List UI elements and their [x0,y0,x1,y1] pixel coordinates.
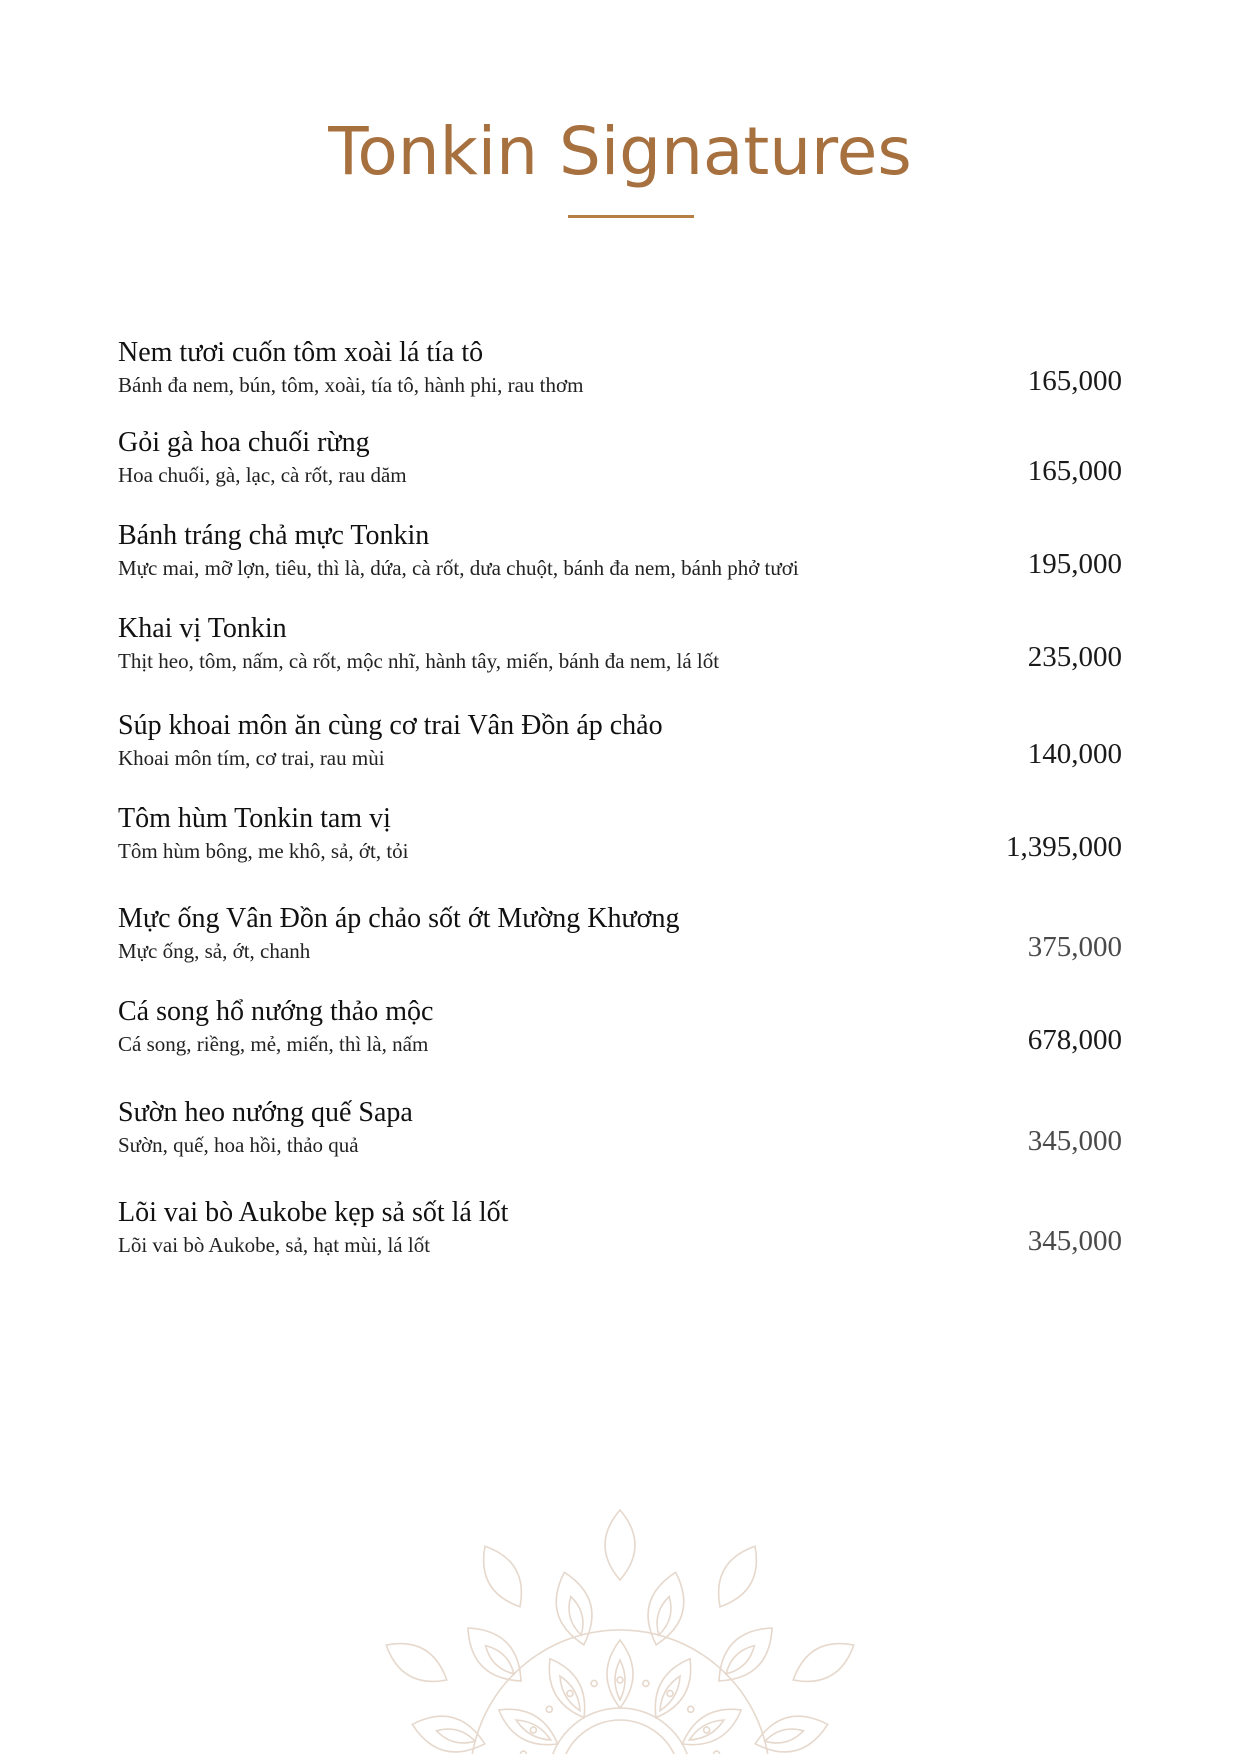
item-description: Sườn, quế, hoa hồi, thảo quả [118,1133,359,1157]
item-description: Tôm hùm bông, me khô, sả, ớt, tỏi [118,839,409,863]
menu-item [118,426,1122,496]
item-price: 375,000 [1027,931,1122,963]
page-title: Tonkin Signatures [328,113,912,190]
menu-item [118,1196,1122,1266]
item-price: 165,000 [1027,365,1122,397]
menu-item [118,612,1122,682]
item-description: Khoai môn tím, cơ trai, rau mùi [118,746,385,770]
mandala-icon [366,1490,874,1754]
item-name: Nem tươi cuốn tôm xoài lá tía tô [118,337,484,368]
menu-item [118,519,1122,589]
item-name: Mực ống Vân Đồn áp chảo sốt ớt Mường Khương [118,903,680,934]
item-name: Tôm hùm Tonkin tam vị [118,803,391,834]
item-name: Lõi vai bò Aukobe kẹp sả sốt lá lốt [118,1197,509,1228]
item-description: Cá song, riềng, mẻ, miến, thì là, nấm [118,1032,429,1056]
menu-item [118,709,1122,779]
item-price: 195,000 [1027,548,1122,580]
menu-item [118,1096,1122,1166]
item-description: Mực ống, sả, ớt, chanh [118,939,311,963]
item-description: Bánh đa nem, bún, tôm, xoài, tía tô, hành phi, rau thơm [118,373,584,397]
title-underline [568,215,694,218]
item-description: Thịt heo, tôm, nấm, cà rốt, mộc nhĩ, hành tây, miến, bánh đa nem, lá lốt [118,649,720,673]
item-name: Gỏi gà hoa chuối rừng [118,427,370,458]
menu-item [118,995,1122,1065]
item-price: 1,395,000 [1006,831,1122,863]
item-price: 165,000 [1027,455,1122,487]
menu-item [118,802,1122,872]
menu-item [118,902,1122,972]
item-description: Lõi vai bò Aukobe, sả, hạt mùi, lá lốt [118,1233,431,1257]
item-description: Mực mai, mỡ lợn, tiêu, thì là, dứa, cà rốt, dưa chuột, bánh đa nem, bánh phở tươi [118,556,799,580]
item-price: 235,000 [1027,641,1122,673]
item-price: 140,000 [1027,738,1122,770]
item-name: Sườn heo nướng quế Sapa [118,1097,413,1128]
item-price: 678,000 [1027,1024,1122,1056]
item-description: Hoa chuối, gà, lạc, cà rốt, rau dăm [118,463,407,487]
menu-item [118,336,1122,406]
item-price: 345,000 [1027,1225,1122,1257]
item-name: Súp khoai môn ăn cùng cơ trai Vân Đồn áp chảo [118,710,663,741]
item-price: 345,000 [1027,1125,1122,1157]
item-name: Cá song hổ nướng thảo mộc [118,996,434,1027]
item-name: Khai vị Tonkin [118,613,287,644]
item-name: Bánh tráng chả mực Tonkin [118,520,430,551]
